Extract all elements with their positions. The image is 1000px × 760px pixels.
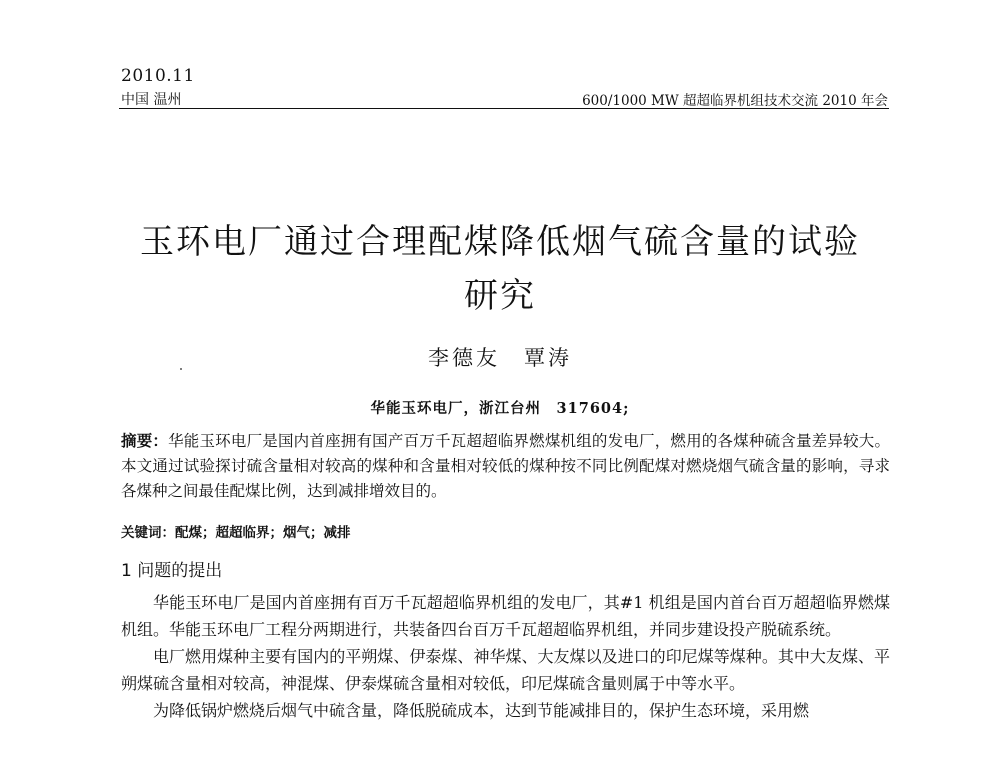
- paper-title-line2: 研究: [464, 276, 536, 316]
- paper-affiliation: 华能玉环电厂，浙江台州 317604;: [370, 400, 630, 417]
- abstract-text: 华能玉环电厂是国内首座拥有国产百万千瓦超超临界燃煤机组的发电厂，燃用的各煤种硫含量差异较大。本文通过试验探讨硫含量相对较高的煤种和含量相对较低的煤种按不同比例配煤对燃烧烟气硫含量的影响，寻求各煤种之间最佳配煤比例，达到减排增效目的。: [121, 432, 890, 500]
- paper-title-line1: 玉环电厂通过合理配煤降低烟气硫含量的试验: [140, 222, 860, 262]
- header-conference: 600/1000 MW 超超临界机组技术交流 2010 年会: [582, 93, 888, 109]
- paragraph: 电厂燃用煤种主要有国内的平朔煤、伊泰煤、神华煤、大友煤以及进口的印尼煤等煤种。其中大友煤、平朔煤硫含量相对较高，神混煤、伊泰煤硫含量相对较低，印尼煤硫含量则属于中等水平。: [121, 647, 890, 693]
- paper-authors: 李德友 覃涛: [428, 346, 572, 370]
- keywords: 关键词：配煤；超超临界；烟气；减排: [121, 525, 351, 541]
- body-text: [121, 589, 890, 724]
- header-date: 2010.11: [121, 66, 195, 86]
- header-divider: [119, 108, 889, 109]
- header-location: 中国 温州: [121, 92, 182, 108]
- abstract: [121, 428, 890, 504]
- abstract-label: 摘要：: [121, 431, 169, 450]
- paragraph: 为降低锅炉燃烧后烟气中硫含量，降低脱硫成本，达到节能减排目的，保护生态环境，采用燃: [153, 701, 810, 720]
- section-heading: 1 问题的提出: [121, 561, 223, 581]
- paragraph: 华能玉环电厂是国内首座拥有百万千瓦超超临界机组的发电厂，其#1 机组是国内首台百万超超临界燃煤机组。华能玉环电厂工程分两期进行，共装备四台百万千瓦超超临界机组，并同步建设投产脱硫系统。: [121, 593, 890, 639]
